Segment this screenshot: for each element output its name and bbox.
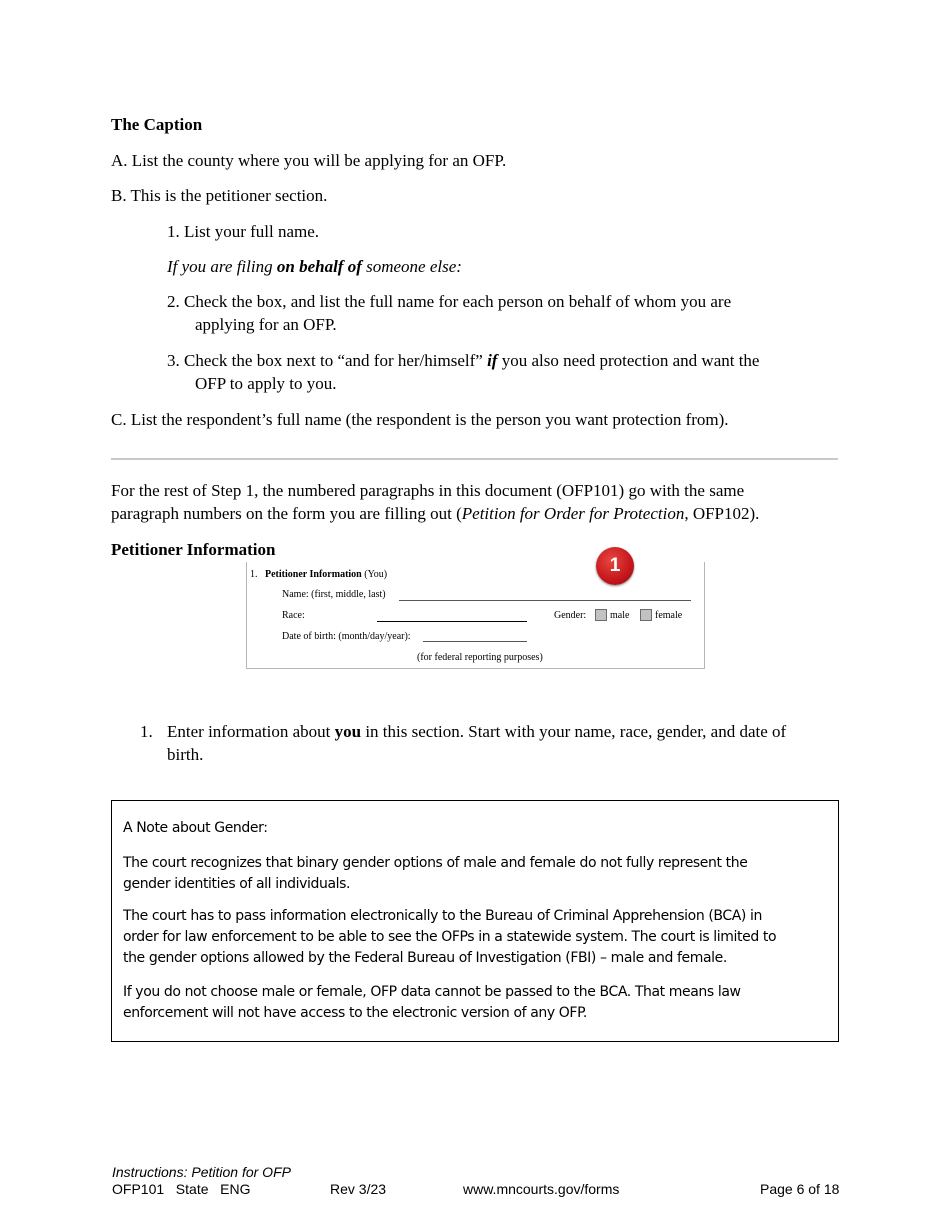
form-title-bold: Petitioner Information — [265, 569, 362, 580]
petitioner-heading: Petitioner Information — [111, 540, 276, 559]
gender-note-box — [111, 800, 839, 1042]
item1-pre: Enter information about — [167, 722, 335, 741]
gender-note-p3-line1: If you do not choose male or female, OFP data cannot be passed to the BCA. That means law — [123, 984, 741, 1000]
gender-note-p1-line1: The court recognizes that binary gender options of male and female do not fully represent the — [123, 855, 748, 871]
footer-doc-title: Instructions: Petition for OFP — [112, 1164, 291, 1180]
petitioner-item-1 — [167, 720, 786, 743]
male-checkbox — [595, 609, 607, 621]
form-title-suffix: (You) — [361, 569, 388, 580]
b3-bold: if — [487, 351, 498, 370]
form-reporting-note: (for federal reporting purposes) — [417, 652, 543, 663]
caption-heading: The Caption — [111, 115, 203, 134]
step-number-badge: 1 — [596, 547, 634, 585]
item1-bold: you — [334, 722, 362, 741]
gender-note-title: A Note about Gender: — [123, 820, 268, 836]
footer-revision: Rev 3/23 — [330, 1181, 387, 1197]
female-checkbox — [640, 609, 652, 621]
behalf-post: someone else: — [361, 257, 462, 276]
form-race-line — [377, 621, 527, 622]
behalf-pre: If you are filing — [167, 257, 277, 276]
intro-form-title: Petition for Order for Protection — [461, 504, 685, 523]
intro-pre: paragraph numbers on the form you are filling out ( — [111, 504, 462, 523]
form-dob-line — [423, 641, 527, 642]
gender-note-p2-line1: The court has to pass information electronically to the Bureau of Criminal Apprehension (BCA) in — [123, 908, 762, 924]
petitioner-item-1-cont: birth. — [167, 745, 204, 764]
gender-note-p1-line2: gender identities of all individuals. — [123, 876, 351, 892]
caption-item-b: B. This is the petitioner section. — [111, 186, 328, 205]
item1-post: in this section. Start with your name, race, gender, and date of — [361, 722, 787, 741]
b3-pre: 3. Check the box next to “and for her/himself” — [167, 351, 488, 370]
form-dob-label: Date of birth: (month/day/year): — [282, 631, 411, 642]
form-item-number: 1. — [250, 569, 258, 580]
gender-note-p2-line2: order for law enforcement to be able to see the OFPs in a statewide system. The court is limited to — [123, 929, 777, 945]
form-female-label: female — [655, 610, 683, 621]
behalf-bold: on behalf of — [276, 257, 362, 276]
form-race-label: Race: — [282, 610, 305, 621]
b3-post: you also need protection and want the — [497, 351, 760, 370]
form-snippet — [246, 562, 705, 669]
caption-item-b2: 2. Check the box, and list the full name for each person on behalf of whom you are — [167, 292, 732, 311]
caption-item-c: C. List the respondent’s full name (the respondent is the person you want protection from). — [111, 410, 729, 429]
petitioner-item-1-number: 1. — [140, 722, 153, 741]
gender-note-p2-line3: the gender options allowed by the Federal Bureau of Investigation (FBI) – male and female. — [123, 950, 727, 966]
caption-item-b3 — [167, 349, 759, 372]
caption-item-a: A. List the county where you will be applying for an OFP. — [111, 151, 507, 170]
footer-form-id: OFP101 State ENG — [112, 1181, 251, 1197]
form-section-title — [265, 569, 387, 581]
form-gender-label: Gender: — [554, 610, 587, 621]
intro-post: , OFP102). — [684, 504, 760, 523]
section-divider — [111, 458, 838, 460]
footer-url[interactable]: www.mncourts.gov/forms — [463, 1181, 620, 1197]
form-name-label: Name: (first, middle, last) — [282, 589, 386, 600]
form-male-label: male — [610, 610, 630, 621]
behalf-line — [167, 255, 462, 278]
intro-line-2 — [111, 502, 759, 525]
intro-line-1: For the rest of Step 1, the numbered paragraphs in this document (OFP101) go with the same — [111, 481, 745, 500]
gender-note-p3-line2: enforcement will not have access to the electronic version of any OFP. — [123, 1005, 587, 1021]
caption-item-b2-cont: applying for an OFP. — [195, 315, 337, 334]
footer-page-number: Page 6 of 18 — [760, 1181, 840, 1197]
caption-item-b3-cont: OFP to apply to you. — [195, 374, 337, 393]
caption-item-b1: 1. List your full name. — [167, 222, 320, 241]
form-name-line — [399, 600, 691, 601]
